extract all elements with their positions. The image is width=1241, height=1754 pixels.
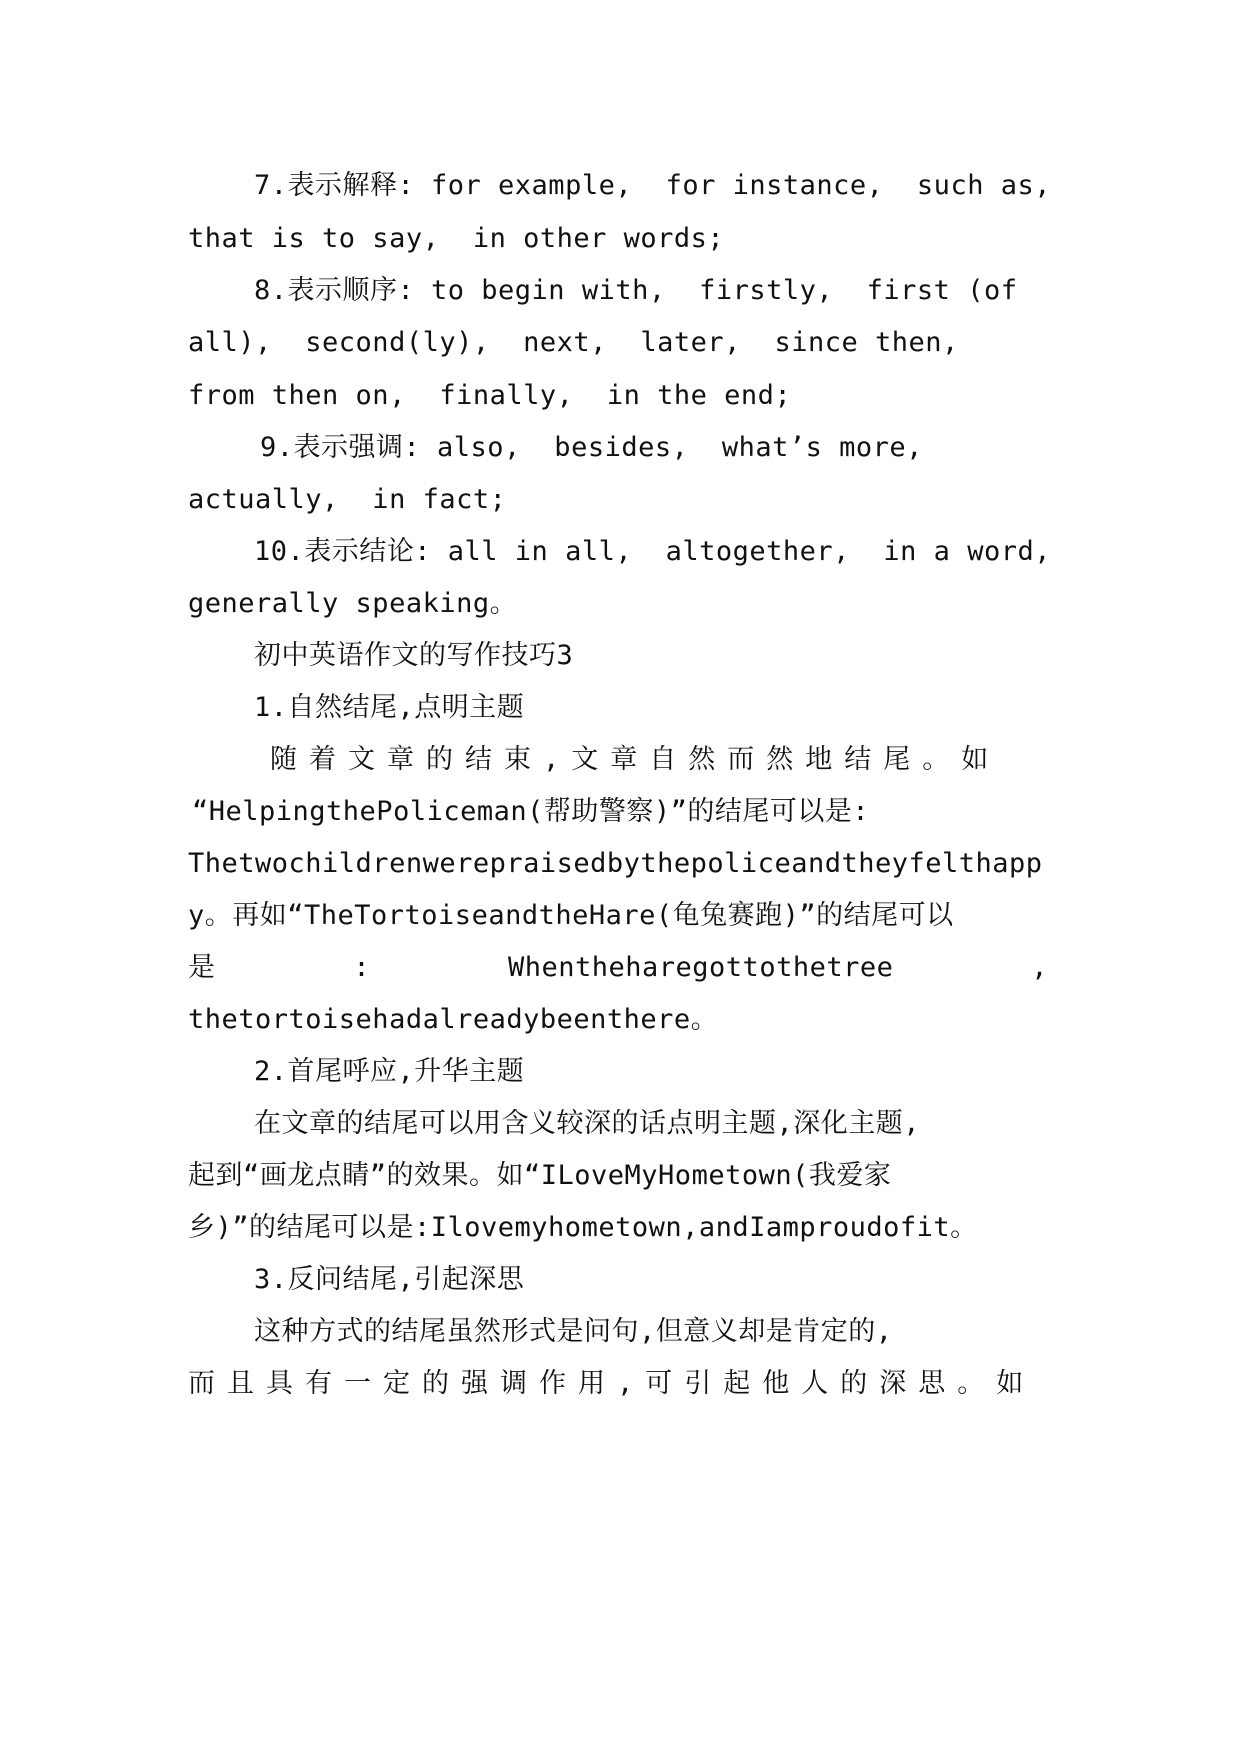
text-fragment: , <box>1031 952 1048 983</box>
text-line: 乡)”的结尾可以是:Ilovemyhometown,andIamproudofit。 <box>188 1212 978 1243</box>
text-line: from then on, finally, in the end; <box>188 380 792 411</box>
text-line: Thetwochildrenwerepraisedbythepoliceandtheyfelthapp <box>188 848 1043 879</box>
text-line: 在文章的结尾可以用含义较深的话点明主题,深化主题, <box>254 1108 921 1139</box>
text-line: 随着文章的结束,文章自然而然地结尾。如 <box>270 744 1001 775</box>
text-line: 这种方式的结尾虽然形式是问句,但意义却是肯定的, <box>254 1316 893 1347</box>
text-line: that is to say, in other words; <box>188 223 725 254</box>
text-line: 7.表示解释: for example, for instance, such as, <box>254 170 1051 201</box>
text-fragment: 是 <box>188 952 216 983</box>
text-line: y。再如“TheTortoiseandtheHare(龟兔赛跑)”的结尾可以 <box>188 900 954 931</box>
text-line: “HelpingthePoliceman(帮助警察)”的结尾可以是: <box>192 796 870 827</box>
text-line: 起到“画龙点睛”的效果。如“ILoveMyHometown(我爱家 <box>188 1160 892 1191</box>
text-line: actually, in fact; <box>188 484 507 515</box>
text-line: all), second(ly), next, later, since then, <box>188 327 959 358</box>
text-fragment: Whentheharegottothetree <box>507 952 894 983</box>
section-heading: 初中英语作文的写作技巧3 <box>254 640 574 671</box>
subheading: 2.首尾呼应,升华主题 <box>254 1056 525 1087</box>
text-line: thetortoisehadalreadybeenthere。 <box>188 1004 719 1035</box>
text-line-justified <box>188 948 1048 988</box>
text-line: 8.表示顺序: to begin with, firstly, first (of <box>254 275 1018 306</box>
text-line: 9.表示强调: also, besides, what’s more, <box>260 432 923 463</box>
subheading: 1.自然结尾,点明主题 <box>254 692 525 723</box>
text-fragment: : <box>353 952 371 983</box>
text-line: 10.表示结论: all in all, altogether, in a word, <box>254 536 1051 567</box>
text-line: generally speaking。 <box>188 588 518 619</box>
subheading: 3.反问结尾,引起深思 <box>254 1264 525 1295</box>
text-line: 而且具有一定的强调作用,可引起他人的深思。如 <box>188 1368 1036 1399</box>
